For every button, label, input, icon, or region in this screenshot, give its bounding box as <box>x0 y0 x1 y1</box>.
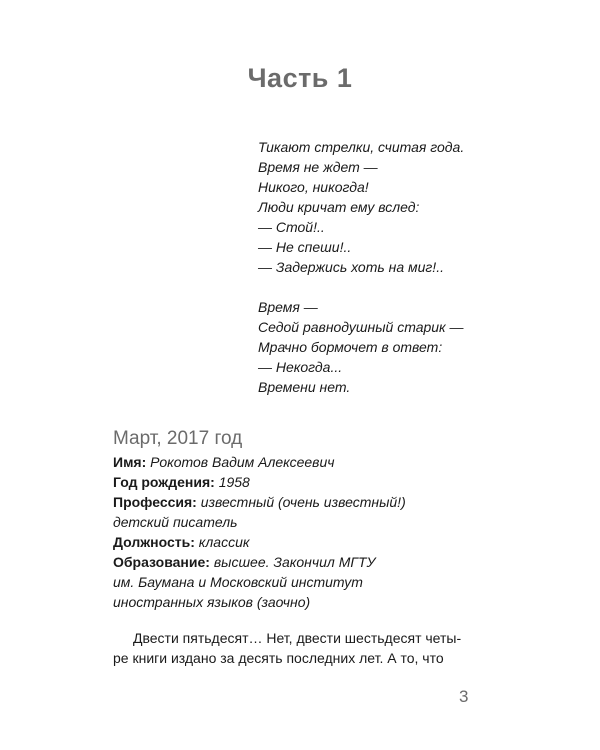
info-row-education-cont <box>113 592 406 612</box>
profession-value-cont: детский писатель <box>113 514 238 530</box>
poem-line: — Задержись хоть на миг!.. <box>258 259 444 275</box>
body-paragraph <box>113 628 475 668</box>
info-row-profession <box>113 492 406 512</box>
epigraph-poem <box>258 137 464 397</box>
info-row-profession-cont <box>113 512 406 532</box>
profession-label: Профессия: <box>113 494 197 510</box>
part-title: Часть 1 <box>247 63 353 93</box>
poem-line: Мрачно бормочет в ответ: <box>258 339 443 355</box>
name-label: Имя: <box>113 454 147 470</box>
info-row-position <box>113 532 406 552</box>
poem-line: Время не ждет — <box>258 159 378 175</box>
education-label: Образование: <box>113 554 210 570</box>
position-label: Должность: <box>113 534 195 550</box>
poem-line: Тикают стрелки, считая года. <box>258 139 465 155</box>
profession-value: известный (очень известный!) <box>200 494 406 510</box>
poem-line: Седой равнодушный старик — <box>258 319 464 335</box>
name-value: Рокотов Вадим Алексеевич <box>150 454 335 470</box>
stanza-gap <box>258 277 464 297</box>
info-row-name <box>113 452 406 472</box>
poem-line: Люди кричат ему вслед: <box>258 199 420 215</box>
info-row-education-cont <box>113 572 406 592</box>
birth-value: 1958 <box>218 474 250 490</box>
birth-label: Год рождения: <box>113 474 215 490</box>
poem-line: — Стой!.. <box>258 219 325 235</box>
position-value: классик <box>198 534 250 550</box>
character-info <box>113 452 406 612</box>
poem-line: Никого, никогда! <box>258 179 369 195</box>
education-value-cont: иностранных языков (заочно) <box>113 594 311 610</box>
poem-line: — Некогда... <box>258 359 343 375</box>
education-value-cont: им. Баумана и Московский институт <box>113 574 363 590</box>
info-row-birth <box>113 472 406 492</box>
poem-line: Времени нет. <box>258 379 351 395</box>
paragraph-line: ре книги издано за десять последних лет. А то, что <box>113 650 444 666</box>
page-number: 3 <box>459 687 469 706</box>
chapter-heading: Март, 2017 год <box>113 428 243 449</box>
education-value: высшее. Закончил МГТУ <box>213 554 376 570</box>
poem-line: Время — <box>258 299 318 315</box>
info-row-education <box>113 552 406 572</box>
paragraph-line: Двести пятьдесят… Нет, двести шестьдесят четы- <box>133 630 462 646</box>
poem-line: — Не спеши!.. <box>258 239 352 255</box>
